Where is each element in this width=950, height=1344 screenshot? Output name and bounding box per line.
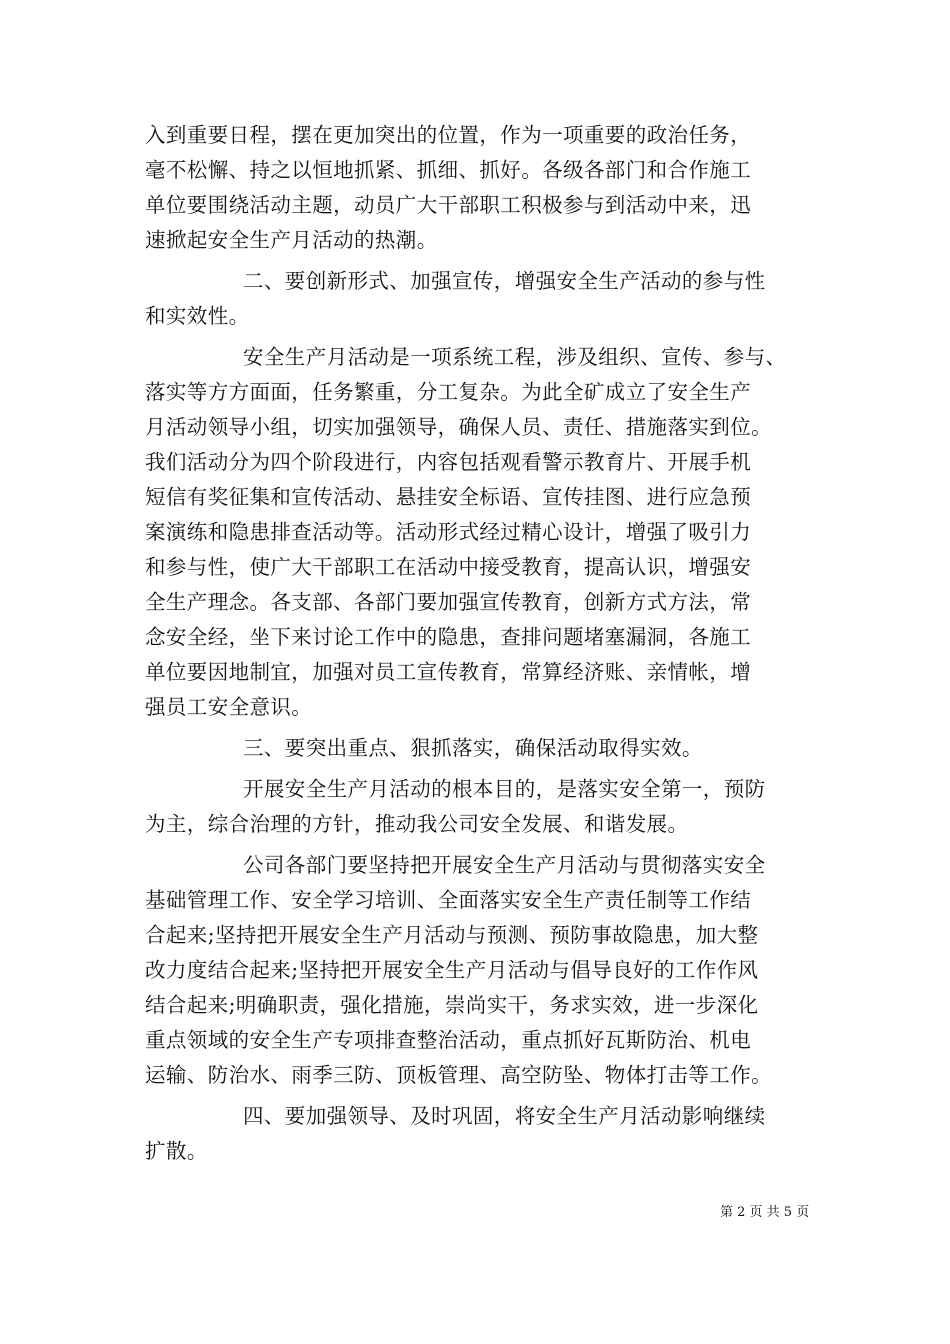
section-heading-2: 二、要创新形式、加强宣传，增强安全生产活动的参与性 <box>243 269 766 293</box>
text-line: 落实等方方面面，任务繁重，分工复杂。为此全矿成立了安全生产 <box>145 380 752 404</box>
text-line: 短信有奖征集和宣传活动、悬挂安全标语、宣传挂图、进行应急预 <box>145 485 752 509</box>
text-line: 改力度结合起来;坚持把开展安全生产月活动与倡导良好的工作作风 <box>145 958 759 982</box>
text-line: 速掀起安全生产月活动的热潮。 <box>145 228 438 252</box>
text-line: 念安全经，坐下来讨论工作中的隐患，查排问题堵塞漏洞，各施工 <box>145 625 752 649</box>
text-line: 毫不松懈、持之以恒地抓紧、抓细、抓好。各级各部门和合作施工 <box>145 158 752 182</box>
text-line: 运输、防治水、雨季三防、顶板管理、高空防坠、物体打击等工作。 <box>145 1063 772 1087</box>
document-body <box>145 118 807 1169</box>
page-number-footer: 第 2 页 共 5 页 <box>720 1205 810 1220</box>
text-line: 重点领域的安全生产专项排查整治活动，重点抓好瓦斯防治、机电 <box>145 1028 752 1052</box>
text-line: 案演练和隐患排查活动等。活动形式经过精心设计，增强了吸引力 <box>145 520 752 544</box>
text-line: 基础管理工作、安全学习培训、全面落实安全生产责任制等工作结 <box>145 888 752 912</box>
text-line: 公司各部门要坚持把开展安全生产月活动与贯彻落实安全 <box>243 853 766 877</box>
text-line: 结合起来;明确职责，强化措施，崇尚实干，务求实效，进一步深化 <box>145 993 759 1017</box>
text-line: 单位要因地制宜，加强对员工宣传教育，常算经济账、亲情帐，增 <box>145 660 752 684</box>
text-line: 开展安全生产月活动的根本目的，是落实安全第一，预防 <box>243 777 766 801</box>
text-line: 合起来;坚持把开展安全生产月活动与预测、预防事故隐患，加大整 <box>145 923 759 947</box>
text-line: 全生产理念。各支部、各部门要加强宣传教育，创新方式方法，常 <box>145 590 752 614</box>
section-heading-4-cont: 扩散。 <box>145 1139 208 1163</box>
text-line: 为主，综合治理的方针，推动我公司安全发展、和谐发展。 <box>145 812 689 836</box>
section-heading-2-cont: 和实效性。 <box>145 304 250 328</box>
text-line: 我们活动分为四个阶段进行，内容包括观看警示教育片、开展手机 <box>145 450 752 474</box>
text-line: 入到重要日程，摆在更加突出的位置，作为一项重要的政治任务， <box>145 123 752 147</box>
section-heading-4: 四、要加强领导、及时巩固，将安全生产月活动影响继续 <box>243 1104 766 1128</box>
section-heading-3: 三、要突出重点、狠抓落实，确保活动取得实效。 <box>243 736 703 760</box>
text-line: 强员工安全意识。 <box>145 695 313 719</box>
text-line: 单位要围绕活动主题，动员广大干部职工积极参与到活动中来，迅 <box>145 193 752 217</box>
text-line: 安全生产月活动是一项系统工程，涉及组织、宣传、参与、 <box>243 345 787 369</box>
text-line: 和参与性，使广大干部职工在活动中接受教育，提高认识，增强安 <box>145 555 752 579</box>
text-line: 月活动领导小组，切实加强领导，确保人员、责任、措施落实到位。 <box>145 415 772 439</box>
